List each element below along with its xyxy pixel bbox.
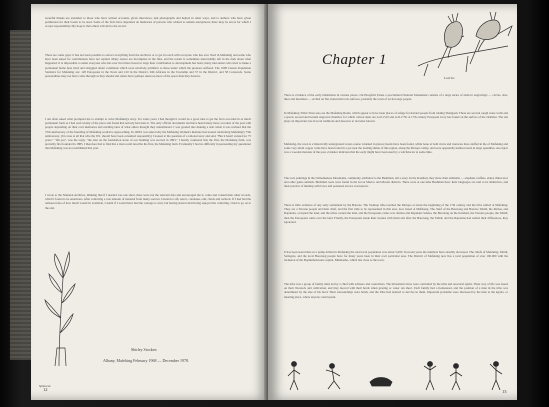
inhabitants-paragraph: There is evidence of the early inhabitants in various places. On Hoogfeld Estate a proclaimed National Monument consists of a large series of abstract engravings — circles, dots, lines and meanders — etched on flat, horizontal rock surfaces, probably the work of an Iron Age people.: [284, 93, 508, 102]
flower-illustration: [35, 248, 95, 368]
gaps-paragraph: There are some gaps: it has not been possible to extract everything from the Archives or to get in touch with everyone who has ever lived in Mafeking and some who have been asked for contributions have not replied. Many stories are incomplete in the files, and the reader is sometimes unavoidably left in the dark about what happened. It is impossible to name everyone who has ever lived here however large their contribution to development has been; many latecomers who tried to make a permanent home here lived and struggled under conditions which were relatively primitive to those under which the pioneers suffered. The 1968 Census Population Statistics for Mafeking are: 128 Europeans in the Town and 120 in the District, 946 Africans in the Township and 57 in the District, and 58 Coloureds. Some personalities may not have come through as they should and others have perhaps taken up more of the space than they deserve.: [45, 53, 251, 79]
motivation-paragraph: I am often asked what prompted me to attempt to write Mafeking's story. For some years I had thought it would be a good idea to get the facts recorded in as much permanent form as I had read widely of the place and found that nobody had done it. The only official documents and have heard many more accounts of the past with people depending on their own memories and retelling tales of what others thought they remembered. I was goaded into making a start when it was realised that the 75th anniversary of the founding of Mafeking would be approaching. In 1968 I was asked why the Mafeking Women's Institute had treated celebrating Mafeking's 75th anniversary. (It is true at all that who the W.I. should have been consulted responsibly) I looked at the question of a rational story and said, "But it hasn't existed for 75 years." "Oh yes", was the reply, "the date on the foundation stone of our building was erected in 1893." I hastily countered that the first, the Mafeking farm, was probably first founded in 1885. I therefore had to find that a man could describe the first, the Mafeking farm. Eventually I had no difficulty in persuading my questioner that Mafeking was not established that year.: [45, 117, 251, 151]
figures-illustration: [280, 356, 510, 394]
population-paragraph: It has been stated that on a pump drilled in Mafeking the total local population was about 5,000. In recent years the numbers have steadily increased. The chiefs of Mafeking, Tshidi, Setlagole, and the local Barolong people have for many years been in their own particular area. The District of Mafeking now has a total population of over 100,000 with the inclusion of the Bophuthatswana capital, Mmabatho, which lies close to the town.: [284, 250, 508, 263]
page-number-right: 13: [502, 389, 507, 394]
flower-caption: Spiloxene: [39, 384, 51, 388]
signature-name: Shirley Stocken: [131, 347, 157, 352]
ruins-paragraph: In Mafeking Tribal Trust area are the Mafeking Ruins, which appear to have been places of refuge for harried people from raiding Shangaan. There are several rough stone walls and a spacio second and beaded engraved chamber, for which carbon dates are A.D.1510 and A.D.1750. A 17th century European ivory has found on the surface of the chamber. The site plays an important role in local traditions and deserves to be better known.: [284, 111, 508, 124]
tribal-life-paragraph: The tribe was a group of family units led by a chief with advisers and councillors. The tribesmen's lives were controlled by the tribe and ancestral spirits. Their way of life was based on their livestock and cultivation, and they moved with their herds when grazing or water ran short. Each family had a homestead, and the position of a man in the tribe was determined by the size of his herd. Their surroundings were harsh, and the tribe had learned to survive in them. Important problems were discussed by the men at the kgotla, or meeting place, where anyone could speak.: [284, 282, 508, 299]
birds-caption: Loeries: [444, 76, 455, 80]
page-number-left: 12: [43, 387, 48, 392]
birds-illustration: [408, 6, 517, 81]
chapter-title: Chapter 1: [322, 52, 387, 68]
acknowledgement-paragraph: Grateful thanks are extended to those who have written accounts, given interviews, lent photographs and helped in other ways, and to authors who have given permission for their books to be used. Some of the facts have depended on memories of persons who wished to remain anonymous; there may be errors for which I accept responsibility. My hope is that others will add to the record.: [45, 16, 251, 29]
rock-paintings-paragraph: The rock paintings in the Chinamenese Mountains, commonly attributed to the Bushmen, tell a story. In the Kalahari, they show their emblems — elephant, buffalo, eland, rhinoceros and other game animals. Bushmen tools were found in the Groot Marico and Mosita districts. There were at one time Bushmen here: their languages are said to be distinctive, and their practice of hunting with bows and poisoned arrows was known.: [284, 176, 508, 189]
left-page: [31, 4, 269, 400]
watercourse-paragraph: Mafeking, the town is a historically underground water-course widened in places; heads have been found, while bone at both rivers and ironware have stuffed in the of Mafeking and some very small copper coins have been found in a pot near the leading shrine of this region, along the Molopo valley, and were apparently undiscovered in large quantities. An object was a wooden monster of the past, evidence indicates that the early might have been used by a witchdoctor at some time.: [284, 142, 508, 155]
right-page: [268, 4, 517, 400]
tribes-paragraph: There is little evidence of any early settlement by the Barotse. The Vaalkop tribe reached the Molopo at about the beginning of the 17th century and the tribe settled at Mafeking. They are a Tswana people and their chief, and the first tribe to be represented in this area, now based at Mafikeng. The chief of the Barolong and Barotse Tshidi, the Ratlou, and Rapulana, occupied the land, and the tribes owned the land, and the Europeans came over. Ratlou and Rapulana Seleka, the Barolong on the Kalahari, the Tswana people, the Tshidi; then the Europeans came over the land. Finally, the Europeans made their treaties with them and after the Barolong, the Tshidi, and the Rapulana had settled their differences, they separated.: [284, 203, 508, 224]
signature-place-date: Albany, Mafeking February 1968 — December 1978.: [103, 358, 189, 363]
archives-paragraph: I wrote to the National Archives, thinking that if I needed was one short, there were not the relevant data and encouraged me to come and consult their other records, which I found to be enormous. After collecting a vast amount of material from many sources I started to sift, select, condense, edit, check and recheck. If I had had the remotest idea of how much would be available, I doubt if I would have had the courage to start, but having started and having enjoyed the collecting, I had to go on to the end.: [45, 193, 251, 210]
